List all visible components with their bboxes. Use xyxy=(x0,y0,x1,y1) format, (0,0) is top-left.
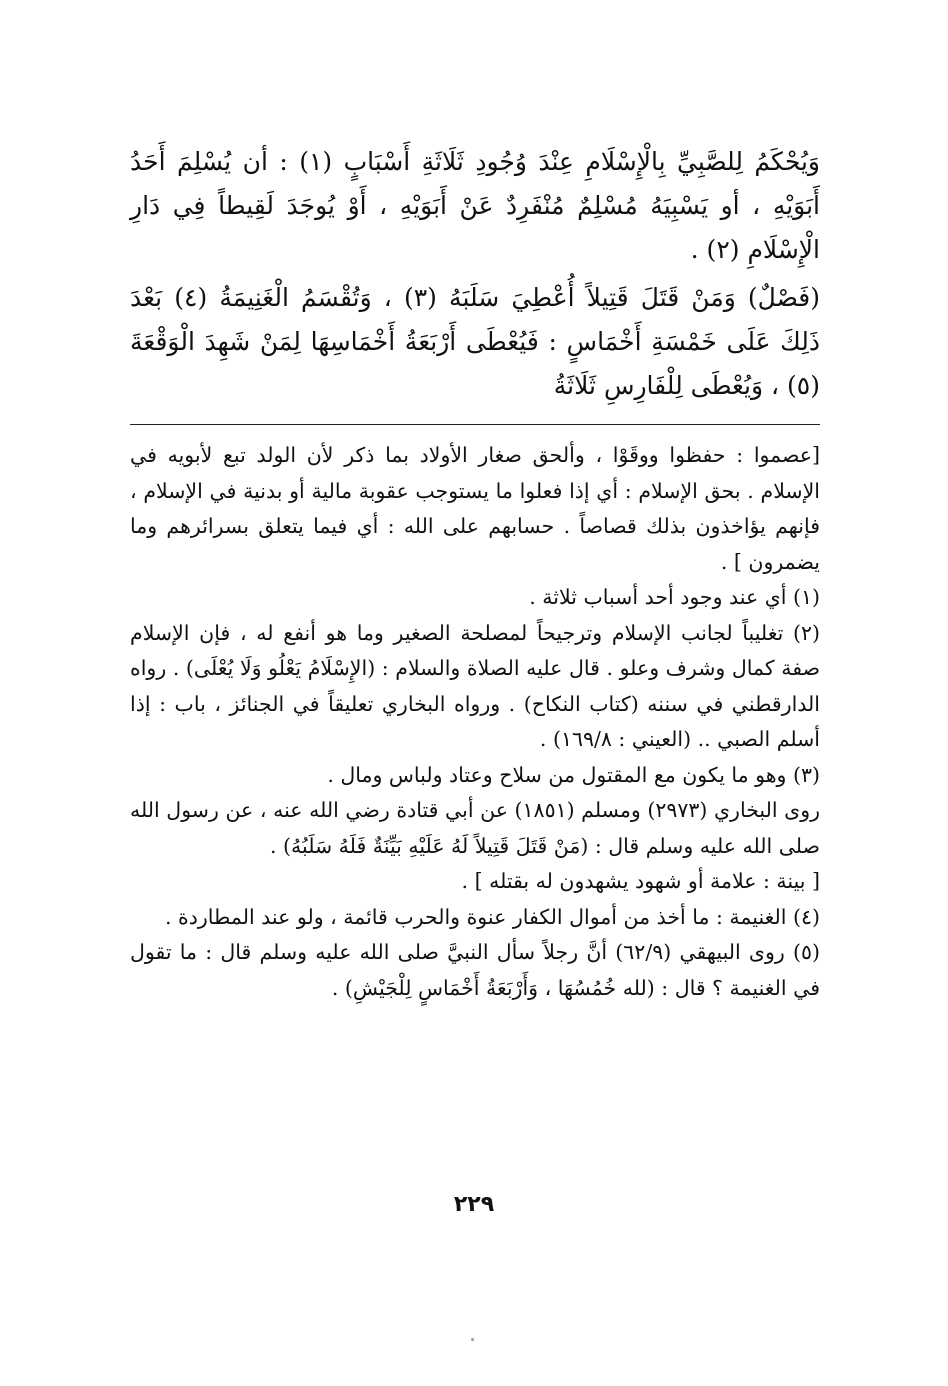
footnote-3: (٣) وهو ما يكون مع المقتول من سلاح وعتاد ولباس ومال . xyxy=(327,762,820,787)
footnote-2: (٢) تغليباً لجانب الإسلام وترجيحاً لمصلحة الصغير وما هو أنفع له ، فإن الإسلام صفة كمال وشرف وعلو . قال عليه الصلاة والسلام : (الإِسْلَامُ يَعْلُو وَلَا يُعْلَى) . رواه الدارقطني في سننه (كتاب النكاح) . ورواه البخاري تعليقاً في الجنائز ، باب : إذا أسلم الصبي .. (العيني : ١٦٩/٨) . xyxy=(130,620,820,751)
page-number: ٢٢٩ xyxy=(453,1192,495,1217)
footnote-3-gloss: [ بينة : علامة أو شهود يشهدون له بقتله ] . xyxy=(461,869,820,893)
main-paragraph-1: وَيُحْكَمُ لِلصَّبِيِّ بِالْإِسْلَامِ عِنْدَ وُجُودِ ثَلَاثَةِ أَسْبَابٍ (١) : أن يُسْلِمَ أَحَدُ أَبَوَيْهِ ، أو يَسْبِيَهُ مُسْلِمٌ مُنْفَرِدٌ عَنْ أَبَوَيْهِ ، أَوْ يُوجَدَ لَقِيطاً فِي دَارِ الْإِسْلَامِ (٢) . xyxy=(130,147,821,264)
footnotes xyxy=(130,438,820,1006)
footnote-1: (١) أي عند وجود أحد أسباب ثلاثة . xyxy=(529,585,820,609)
scan-speck xyxy=(471,1338,474,1341)
footnote-3-hadith: روى البخاري (٢٩٧٣) ومسلم (١٨٥١) عن أبي قتادة رضي الله عنه ، عن رسول الله صلى الله عليه وسلم قال : (مَنْ قَتَلَ قَتِيلاً لَهُ عَلَيْهِ بَيِّنَةٌ فَلَهُ سَلَبُهُ) . xyxy=(130,798,820,858)
footnote-5: (٥) روى البيهقي (٦٢/٩) أنَّ رجلاً سأل النبيَّ صلى الله عليه وسلم قال : ما تقول في الغنيمة ؟ قال : (لله خُمُسُهَا ، وَأَرْبَعَةُ أَخْمَاسٍ لِلْجَيْشِ) . xyxy=(130,940,820,1000)
footnote-separator xyxy=(130,424,820,425)
main-text xyxy=(130,140,820,412)
footnote-4: (٤) الغنيمة : ما أخذ من أموال الكفار عنوة والحرب قائمة ، ولو عند المطاردة . xyxy=(165,904,820,929)
main-paragraph-2: (فَصْلٌ) وَمَنْ قَتَلَ قَتِيلاً أُعْطِيَ سَلَبَهُ (٣) ، وَتُقْسَمُ الْغَنِيمَةُ (٤) بَعْدَ ذَلِكَ عَلَى خَمْسَةِ أَخْمَاسٍ : فَيُعْطَى أَرْبَعَةُ أَخْمَاسِهَا لِمَنْ شَهِدَ الْوَقْعَةَ (٥) ، وَيُعْطَى لِلْفَارِسِ ثَلَاثَةُ xyxy=(130,283,820,400)
footnote-gloss: [عصموا : حفظوا ووقَوْا ، وألحق صغار الأولاد بما ذكر لأن الولد تبع لأبويه في الإسلام . بحق الإسلام : أي إذا فعلوا ما يستوجب عقوبة مالية أو بدنية في الإسلام ، فإنهم يؤاخذون بذلك قصاصاً . حسابهم على الله : أي فيما يتعلق بسرائرهم وما يضمرون ] . xyxy=(130,443,820,574)
